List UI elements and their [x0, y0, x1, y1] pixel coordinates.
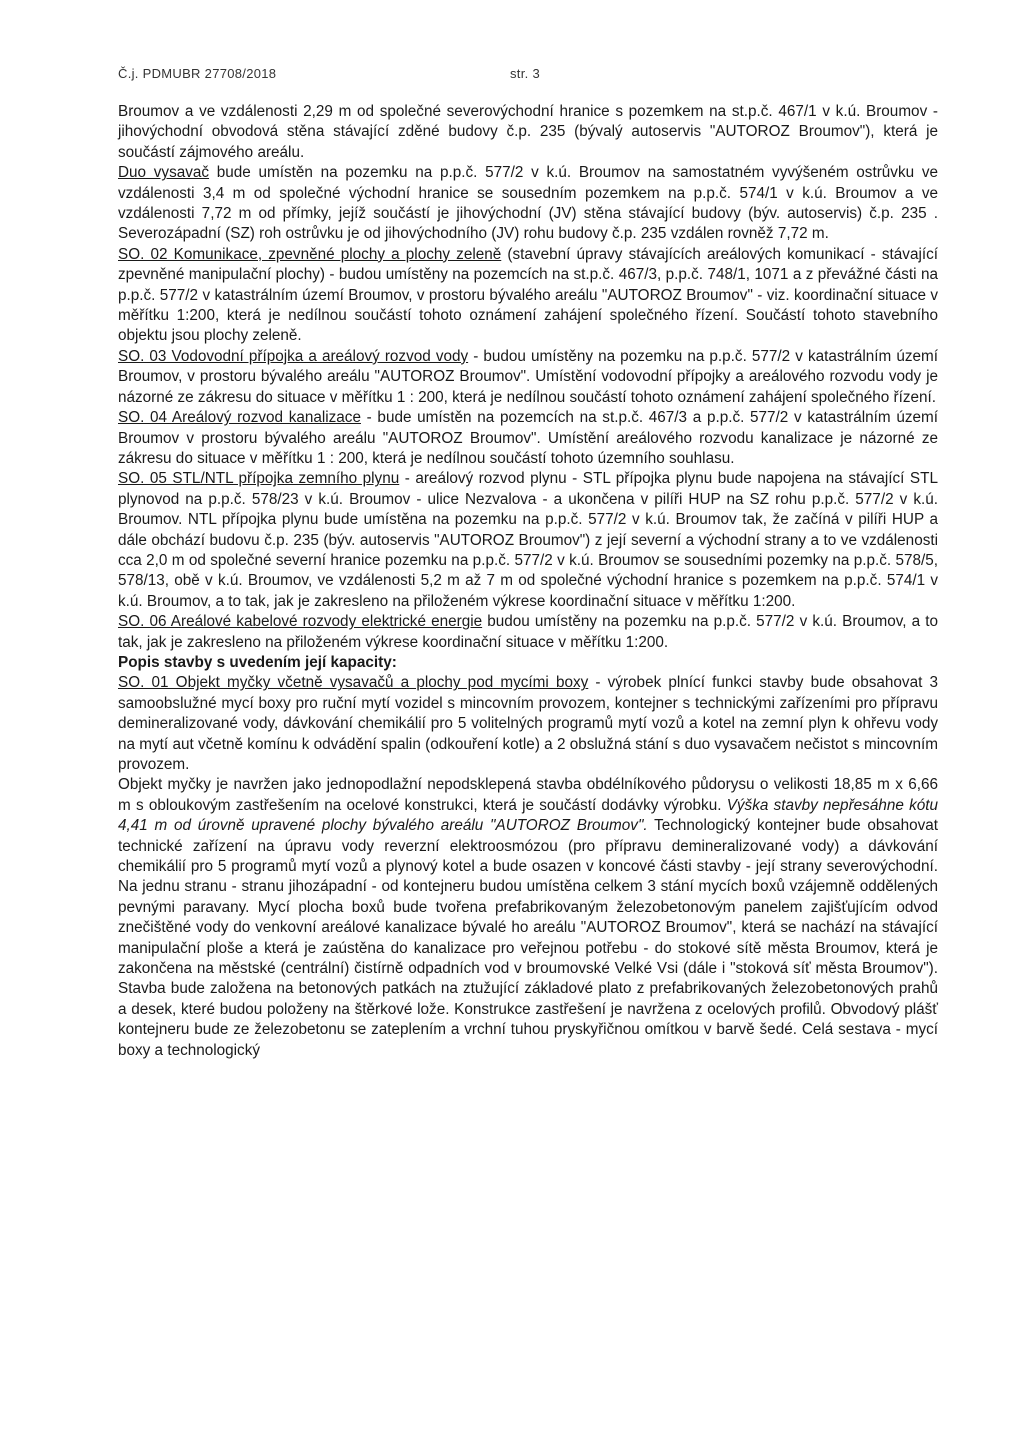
so03-text: - budou umístěny na pozemku na p.p.č. 577/2 v katastrálním území Broumov, v prostoru bývalého areálu "AUTOROZ Broumov". Umístění vodovodní přípojky a areálového rozvodu vody je názorné ze zákresu do situace v měřítku 1 : 200, která je nedílnou součástí tohoto oznámení zahájení společného řízení. — [118, 347, 938, 406]
duo-vysavac-lead: Duo vysavač — [118, 164, 210, 182]
paragraph-so04 — [118, 408, 938, 469]
so05-text: - areálový rozvod plynu - STL přípojka plynu bude napojena na stávající STL plynovod na p.p.č. 578/23 v k.ú. Broumov - ulice Nezvalova - a ukončena v pilíři HUP na SZ rohu p.p.č. 577/2 v k.ú. Broumov. NTL přípojka plynu bude umístěna na pozemku na p.p.č. 577/2 v k.ú. Broumov tak, že začíná v pilíři HUP a dále obchází budovu č.p. 235 (býv. autoservis "AUTOROZ Broumov") z její severní a východní strany a to ve vzdálenosti cca 2,0 m od společné severní hranice pozemku na p.p.č. 577/2 v k.ú. Broumov se sousedními pozemky na p.p.č. 578/5, 578/13, obě v k.ú. Broumov, ve vzdálenosti 5,2 m až 7 m od společné východní hranice s pozemkem na p.p.č. 574/1 v k.ú. Broumov, a to tak, jak je zakresleno na přiloženém výkrese koordinační situace v měřítku 1:200. — [118, 470, 938, 610]
so05-lead: SO. 05 STL/NTL přípojka zemního plynu — [118, 470, 400, 488]
page-number: str. 3 — [510, 66, 540, 81]
description-height-note: Výška stavby nepřesáhne kótu 4,41 m od úrovně upravené plochy bývalého areálu "AUTOROZ Broumov". — [118, 796, 938, 835]
reference-number: Č.j. PDMUBR 27708/2018 — [118, 66, 277, 81]
paragraph-so03 — [118, 347, 938, 408]
page-header — [118, 66, 540, 81]
description-part-a: Objekt myčky je navržen jako jednopodlažní nepodsklepená stavba obdélníkového půdorysu o velikosti 18,85 m x 6,66 m s obloukovým zastřešením na ocelové konstrukci, která je součástí dodávky výrobku. — [118, 776, 938, 814]
paragraph-description — [118, 775, 938, 1061]
paragraph-so02 — [118, 245, 938, 347]
so06-lead: SO. 06 Areálové kabelové rozvody elektrické energie — [118, 613, 483, 631]
so04-lead: SO. 04 Areálový rozvod kanalizace — [118, 409, 361, 427]
so01-text: - výrobek plnící funkci stavby bude obsahovat 3 samoobslužné mycí boxy pro ruční mytí vozidel s mincovním provozem, kontejner s technickými zařízeními pro přípravu demineralizované vody, dávkování chemikálií pro 5 volitelných programů mytí vozů a kotel na zemní plyn k ohřevu vody na mytí aut včetně komínu k odvádění spalin (odkouření kotle) a 2 obslužná stání s duo vysavačem nečistot s mincovním provozem. — [118, 674, 938, 773]
duo-vysavac-text: bude umístěn na pozemku na p.p.č. 577/2 v k.ú. Broumov na samostatném vyvýšeném ostrůvku ve vzdálenosti 3,4 m od společné východní hranice se sousedním pozemkem na p.p.č. 574/1 v k.ú. Broumov a ve vzdálenosti 7,72 m od přímky, jejíž součástí je jihovýchodní (JV) stěna stávající budovy (býv. autoservis) č.p. 235 . Severozápadní (SZ) roh ostrůvku je od jihovýchodního (JV) rohu budovy č.p. 235 vzdálen rovněž 7,72 m. — [118, 164, 938, 243]
paragraph-intro: Broumov a ve vzdálenosti 2,29 m od společné severovýchodní hranice s pozemkem na st.p.č. 467/1 v k.ú. Broumov - jihovýchodní obvodová stěna stávající zděné budovy č.p. 235 (bývalý autoservis "AUTOROZ Broumov"), která je součástí zájmového areálu. — [118, 103, 938, 161]
paragraph-so06 — [118, 612, 938, 653]
so02-text: (stavební úpravy stávajících areálových komunikací - stávající zpevněné manipulační plochy) - budou umístěny na pozemcích na st.p.č. 467/3, p.p.č. 748/1, 1071 a z převážné části na p.p.č. 577/2 v katastrálním území Broumov, v prostoru bývalého areálu "AUTOROZ Broumov" - viz. koordinační situace v měřítku 1:200, která je nedílnou součástí tohoto oznámení zahájení společného řízení. Součástí tohoto stavebního objektu jsou plochy zeleně. — [118, 245, 939, 345]
document-body — [118, 102, 938, 1061]
paragraph-so05 — [118, 469, 938, 612]
section-heading: Popis stavby s uvedením její kapacity: — [118, 653, 397, 671]
so01-lead: SO. 01 Objekt myčky včetně vysavačů a plochy pod mycími boxy — [118, 674, 589, 692]
so02-lead: SO. 02 Komunikace, zpevněné plochy a plochy zeleně — [118, 245, 502, 263]
description-part-c: Technologický kontejner bude obsahovat technické zařízení na úpravu vody reverzní elektroosmózou (pro přípravu demineralizované vody) a dávkování chemikálií pro 5 programů mytí vozů a plynový kotel a bude osazen v koncové části stavby - její strany severovýchodní. Na jednu stranu - stranu jihozápadní - od kontejneru budou umístěna celkem 3 stání mycích boxů vzájemně oddělených pevnými paravany. Mycí plocha boxů bude tvořena prefabrikovaným železobetonovým panelem zajišťujícím odvod znečištěné vody do venkovní areálové kanalizace bývalé ho areálu "AUTOROZ Broumov", která se nachází na stávající manipulační ploše a která je zaústěna do kanalizace pro veřejnou potřebu - do stokové sítě města Broumov, která je zakončena na městské (centrální) čistírně odpadních vod v broumovské Velké Vsi (dále i "stoková síť města Broumov"). Stavba bude založena na betonových patkách na ztužující základové plato z prefabrikovaných železobetonových prahů a desek, které budou položeny na štěrkové lože. Konstrukce zastřešení je navržena z ocelových profilů. Obvodový plášť kontejneru bude ze železobetonu se zateplením a vrchní tuhou pryskyřičnou omítkou v barvě šedé. Celá sestava - mycí boxy a technologický — [118, 817, 938, 1059]
so04-text: - bude umístěn na pozemcích na st.p.č. 467/3 a p.p.č. 577/2 v katastrálním území Broumov v prostoru bývalého areálu "AUTOROZ Broumov". Umístění areálového rozvodu kanalizace je názorné ze zákresu do situace v měřítku 1 : 200, která je nedílnou součástí tohoto územního souhlasu. — [118, 409, 938, 467]
paragraph-duo-vysavac — [118, 163, 938, 245]
paragraph-so01 — [118, 673, 938, 775]
so03-lead: SO. 03 Vodovodní přípojka a areálový rozvod vody — [118, 347, 469, 365]
so06-text: budou umístěny na pozemku na p.p.č. 577/2 v k.ú. Broumov, a to tak, jak je zakresleno na přiloženém výkrese koordinační situace v měřítku 1:200. — [118, 613, 938, 651]
